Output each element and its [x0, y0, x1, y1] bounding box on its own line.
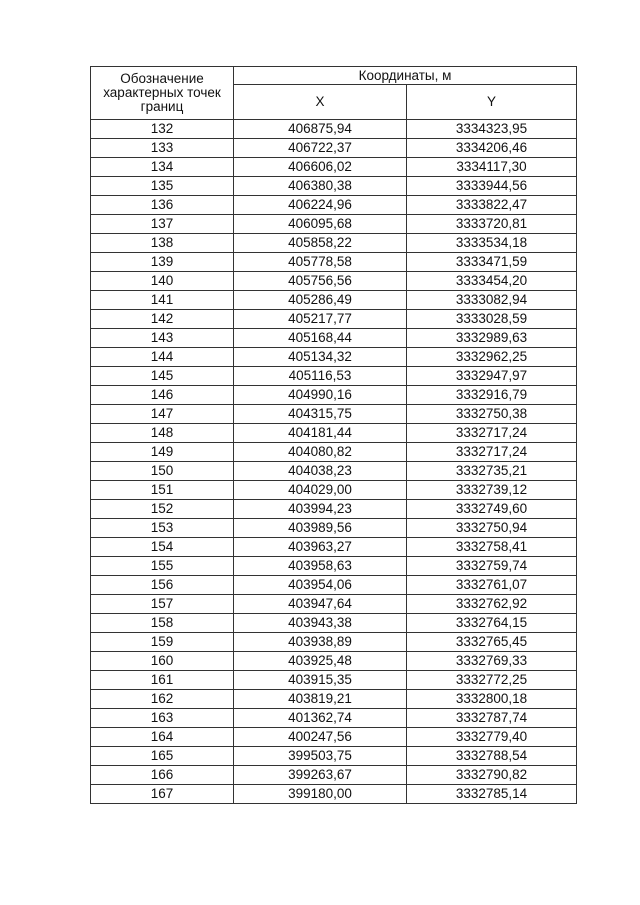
y-coordinate-cell: 3332750,94 — [407, 519, 577, 538]
x-coordinate-cell: 406224,96 — [234, 196, 407, 215]
y-coordinate-cell: 3334206,46 — [407, 139, 577, 158]
y-coordinate-cell: 3333082,94 — [407, 291, 577, 310]
point-number-cell: 152 — [91, 500, 234, 519]
point-number-cell: 154 — [91, 538, 234, 557]
y-coordinate-cell: 3333028,59 — [407, 310, 577, 329]
point-number-cell: 145 — [91, 367, 234, 386]
table-row — [91, 709, 577, 728]
y-coordinate-cell: 3332739,12 — [407, 481, 577, 500]
table-row — [91, 386, 577, 405]
x-coordinate-cell: 405168,44 — [234, 329, 407, 348]
point-number-cell: 153 — [91, 519, 234, 538]
coordinates-header: Координаты, м — [234, 67, 577, 85]
table-row — [91, 177, 577, 196]
table-row — [91, 348, 577, 367]
table-row — [91, 728, 577, 747]
x-coordinate-cell: 403958,63 — [234, 557, 407, 576]
x-coordinate-cell: 401362,74 — [234, 709, 407, 728]
table-row — [91, 196, 577, 215]
x-coordinate-cell: 406380,38 — [234, 177, 407, 196]
point-number-cell: 132 — [91, 120, 234, 139]
point-number-cell: 133 — [91, 139, 234, 158]
table-row — [91, 576, 577, 595]
y-coordinate-cell: 3332758,41 — [407, 538, 577, 557]
table-row — [91, 443, 577, 462]
point-number-cell: 162 — [91, 690, 234, 709]
point-number-cell: 149 — [91, 443, 234, 462]
x-coordinate-cell: 403938,89 — [234, 633, 407, 652]
x-coordinate-cell: 404990,16 — [234, 386, 407, 405]
point-number-cell: 137 — [91, 215, 234, 234]
x-coordinate-cell: 404029,00 — [234, 481, 407, 500]
x-coordinate-cell: 403819,21 — [234, 690, 407, 709]
point-number-cell: 147 — [91, 405, 234, 424]
point-number-cell: 151 — [91, 481, 234, 500]
point-number-cell: 164 — [91, 728, 234, 747]
x-coordinate-cell: 406875,94 — [234, 120, 407, 139]
point-number-cell: 138 — [91, 234, 234, 253]
table-row — [91, 272, 577, 291]
table-row — [91, 158, 577, 177]
x-coordinate-cell: 405286,49 — [234, 291, 407, 310]
table-row — [91, 291, 577, 310]
table-row — [91, 766, 577, 785]
x-coordinate-cell: 405116,53 — [234, 367, 407, 386]
point-number-cell: 140 — [91, 272, 234, 291]
point-number-cell: 135 — [91, 177, 234, 196]
y-coordinate-cell: 3332787,74 — [407, 709, 577, 728]
table-row — [91, 462, 577, 481]
y-coordinate-cell: 3332947,97 — [407, 367, 577, 386]
y-coordinate-cell: 3332717,24 — [407, 443, 577, 462]
table-body — [91, 120, 577, 804]
x-coordinate-cell: 405134,32 — [234, 348, 407, 367]
table-row — [91, 234, 577, 253]
table-row — [91, 329, 577, 348]
x-coordinate-cell: 403954,06 — [234, 576, 407, 595]
x-coordinate-cell: 406722,37 — [234, 139, 407, 158]
table-row — [91, 538, 577, 557]
x-coordinate-cell: 403989,56 — [234, 519, 407, 538]
y-coordinate-cell: 3332779,40 — [407, 728, 577, 747]
point-number-cell: 148 — [91, 424, 234, 443]
x-coordinate-cell: 404080,82 — [234, 443, 407, 462]
table-row — [91, 215, 577, 234]
point-number-cell: 159 — [91, 633, 234, 652]
point-number-cell: 144 — [91, 348, 234, 367]
point-number-cell: 142 — [91, 310, 234, 329]
x-coordinate-cell: 403963,27 — [234, 538, 407, 557]
y-coordinate-cell: 3332717,24 — [407, 424, 577, 443]
y-coordinate-cell: 3332916,79 — [407, 386, 577, 405]
x-coordinate-cell: 405778,58 — [234, 253, 407, 272]
point-number-cell: 136 — [91, 196, 234, 215]
y-coordinate-cell: 3332989,63 — [407, 329, 577, 348]
y-coordinate-cell: 3332761,07 — [407, 576, 577, 595]
table-row — [91, 671, 577, 690]
table-row — [91, 690, 577, 709]
table-row — [91, 557, 577, 576]
y-header: Y — [407, 85, 577, 120]
table-row — [91, 367, 577, 386]
x-coordinate-cell: 399503,75 — [234, 747, 407, 766]
y-coordinate-cell: 3332762,92 — [407, 595, 577, 614]
y-coordinate-cell: 3332790,82 — [407, 766, 577, 785]
point-number-cell: 134 — [91, 158, 234, 177]
table-row — [91, 595, 577, 614]
x-coordinate-cell: 404181,44 — [234, 424, 407, 443]
y-coordinate-cell: 3332785,14 — [407, 785, 577, 804]
y-coordinate-cell: 3333454,20 — [407, 272, 577, 291]
table-row — [91, 310, 577, 329]
x-coordinate-cell: 404315,75 — [234, 405, 407, 424]
point-number-cell: 167 — [91, 785, 234, 804]
y-coordinate-cell: 3332765,45 — [407, 633, 577, 652]
x-coordinate-cell: 400247,56 — [234, 728, 407, 747]
table-row — [91, 614, 577, 633]
x-coordinate-cell: 403947,64 — [234, 595, 407, 614]
x-coordinate-cell: 403925,48 — [234, 652, 407, 671]
x-coordinate-cell: 405858,22 — [234, 234, 407, 253]
y-coordinate-cell: 3332750,38 — [407, 405, 577, 424]
table-row — [91, 747, 577, 766]
point-number-cell: 160 — [91, 652, 234, 671]
table-row — [91, 519, 577, 538]
y-coordinate-cell: 3332788,54 — [407, 747, 577, 766]
point-number-cell: 161 — [91, 671, 234, 690]
x-coordinate-cell: 403994,23 — [234, 500, 407, 519]
y-coordinate-cell: 3332800,18 — [407, 690, 577, 709]
x-coordinate-cell: 403915,35 — [234, 671, 407, 690]
table-row — [91, 785, 577, 804]
point-number-cell: 141 — [91, 291, 234, 310]
point-number-cell: 163 — [91, 709, 234, 728]
x-coordinate-cell: 405756,56 — [234, 272, 407, 291]
x-coordinate-cell: 405217,77 — [234, 310, 407, 329]
y-coordinate-cell: 3333720,81 — [407, 215, 577, 234]
point-number-cell: 143 — [91, 329, 234, 348]
table-row — [91, 405, 577, 424]
point-number-cell: 155 — [91, 557, 234, 576]
point-number-cell: 156 — [91, 576, 234, 595]
y-coordinate-cell: 3332962,25 — [407, 348, 577, 367]
table-row — [91, 652, 577, 671]
y-coordinate-cell: 3332769,33 — [407, 652, 577, 671]
y-coordinate-cell: 3333944,56 — [407, 177, 577, 196]
table-row — [91, 139, 577, 158]
table-row — [91, 481, 577, 500]
x-coordinate-cell: 403943,38 — [234, 614, 407, 633]
point-number-cell: 165 — [91, 747, 234, 766]
x-coordinate-cell: 406606,02 — [234, 158, 407, 177]
table-row — [91, 633, 577, 652]
x-header: X — [234, 85, 407, 120]
y-coordinate-cell: 3332749,60 — [407, 500, 577, 519]
table-row — [91, 424, 577, 443]
y-coordinate-cell: 3332772,25 — [407, 671, 577, 690]
point-number-cell: 146 — [91, 386, 234, 405]
table-row — [91, 500, 577, 519]
x-coordinate-cell: 399263,67 — [234, 766, 407, 785]
y-coordinate-cell: 3333471,59 — [407, 253, 577, 272]
y-coordinate-cell: 3334117,30 — [407, 158, 577, 177]
y-coordinate-cell: 3332764,15 — [407, 614, 577, 633]
y-coordinate-cell: 3333822,47 — [407, 196, 577, 215]
y-coordinate-cell: 3333534,18 — [407, 234, 577, 253]
point-number-cell: 157 — [91, 595, 234, 614]
y-coordinate-cell: 3332735,21 — [407, 462, 577, 481]
x-coordinate-cell: 399180,00 — [234, 785, 407, 804]
point-designation-header: Обозначение характерных точек границ — [91, 67, 234, 120]
point-number-cell: 158 — [91, 614, 234, 633]
table-row — [91, 120, 577, 139]
point-number-cell: 150 — [91, 462, 234, 481]
y-coordinate-cell: 3332759,74 — [407, 557, 577, 576]
y-coordinate-cell: 3334323,95 — [407, 120, 577, 139]
coordinates-table — [90, 66, 577, 804]
x-coordinate-cell: 406095,68 — [234, 215, 407, 234]
table-row — [91, 253, 577, 272]
x-coordinate-cell: 404038,23 — [234, 462, 407, 481]
point-number-cell: 166 — [91, 766, 234, 785]
point-number-cell: 139 — [91, 253, 234, 272]
